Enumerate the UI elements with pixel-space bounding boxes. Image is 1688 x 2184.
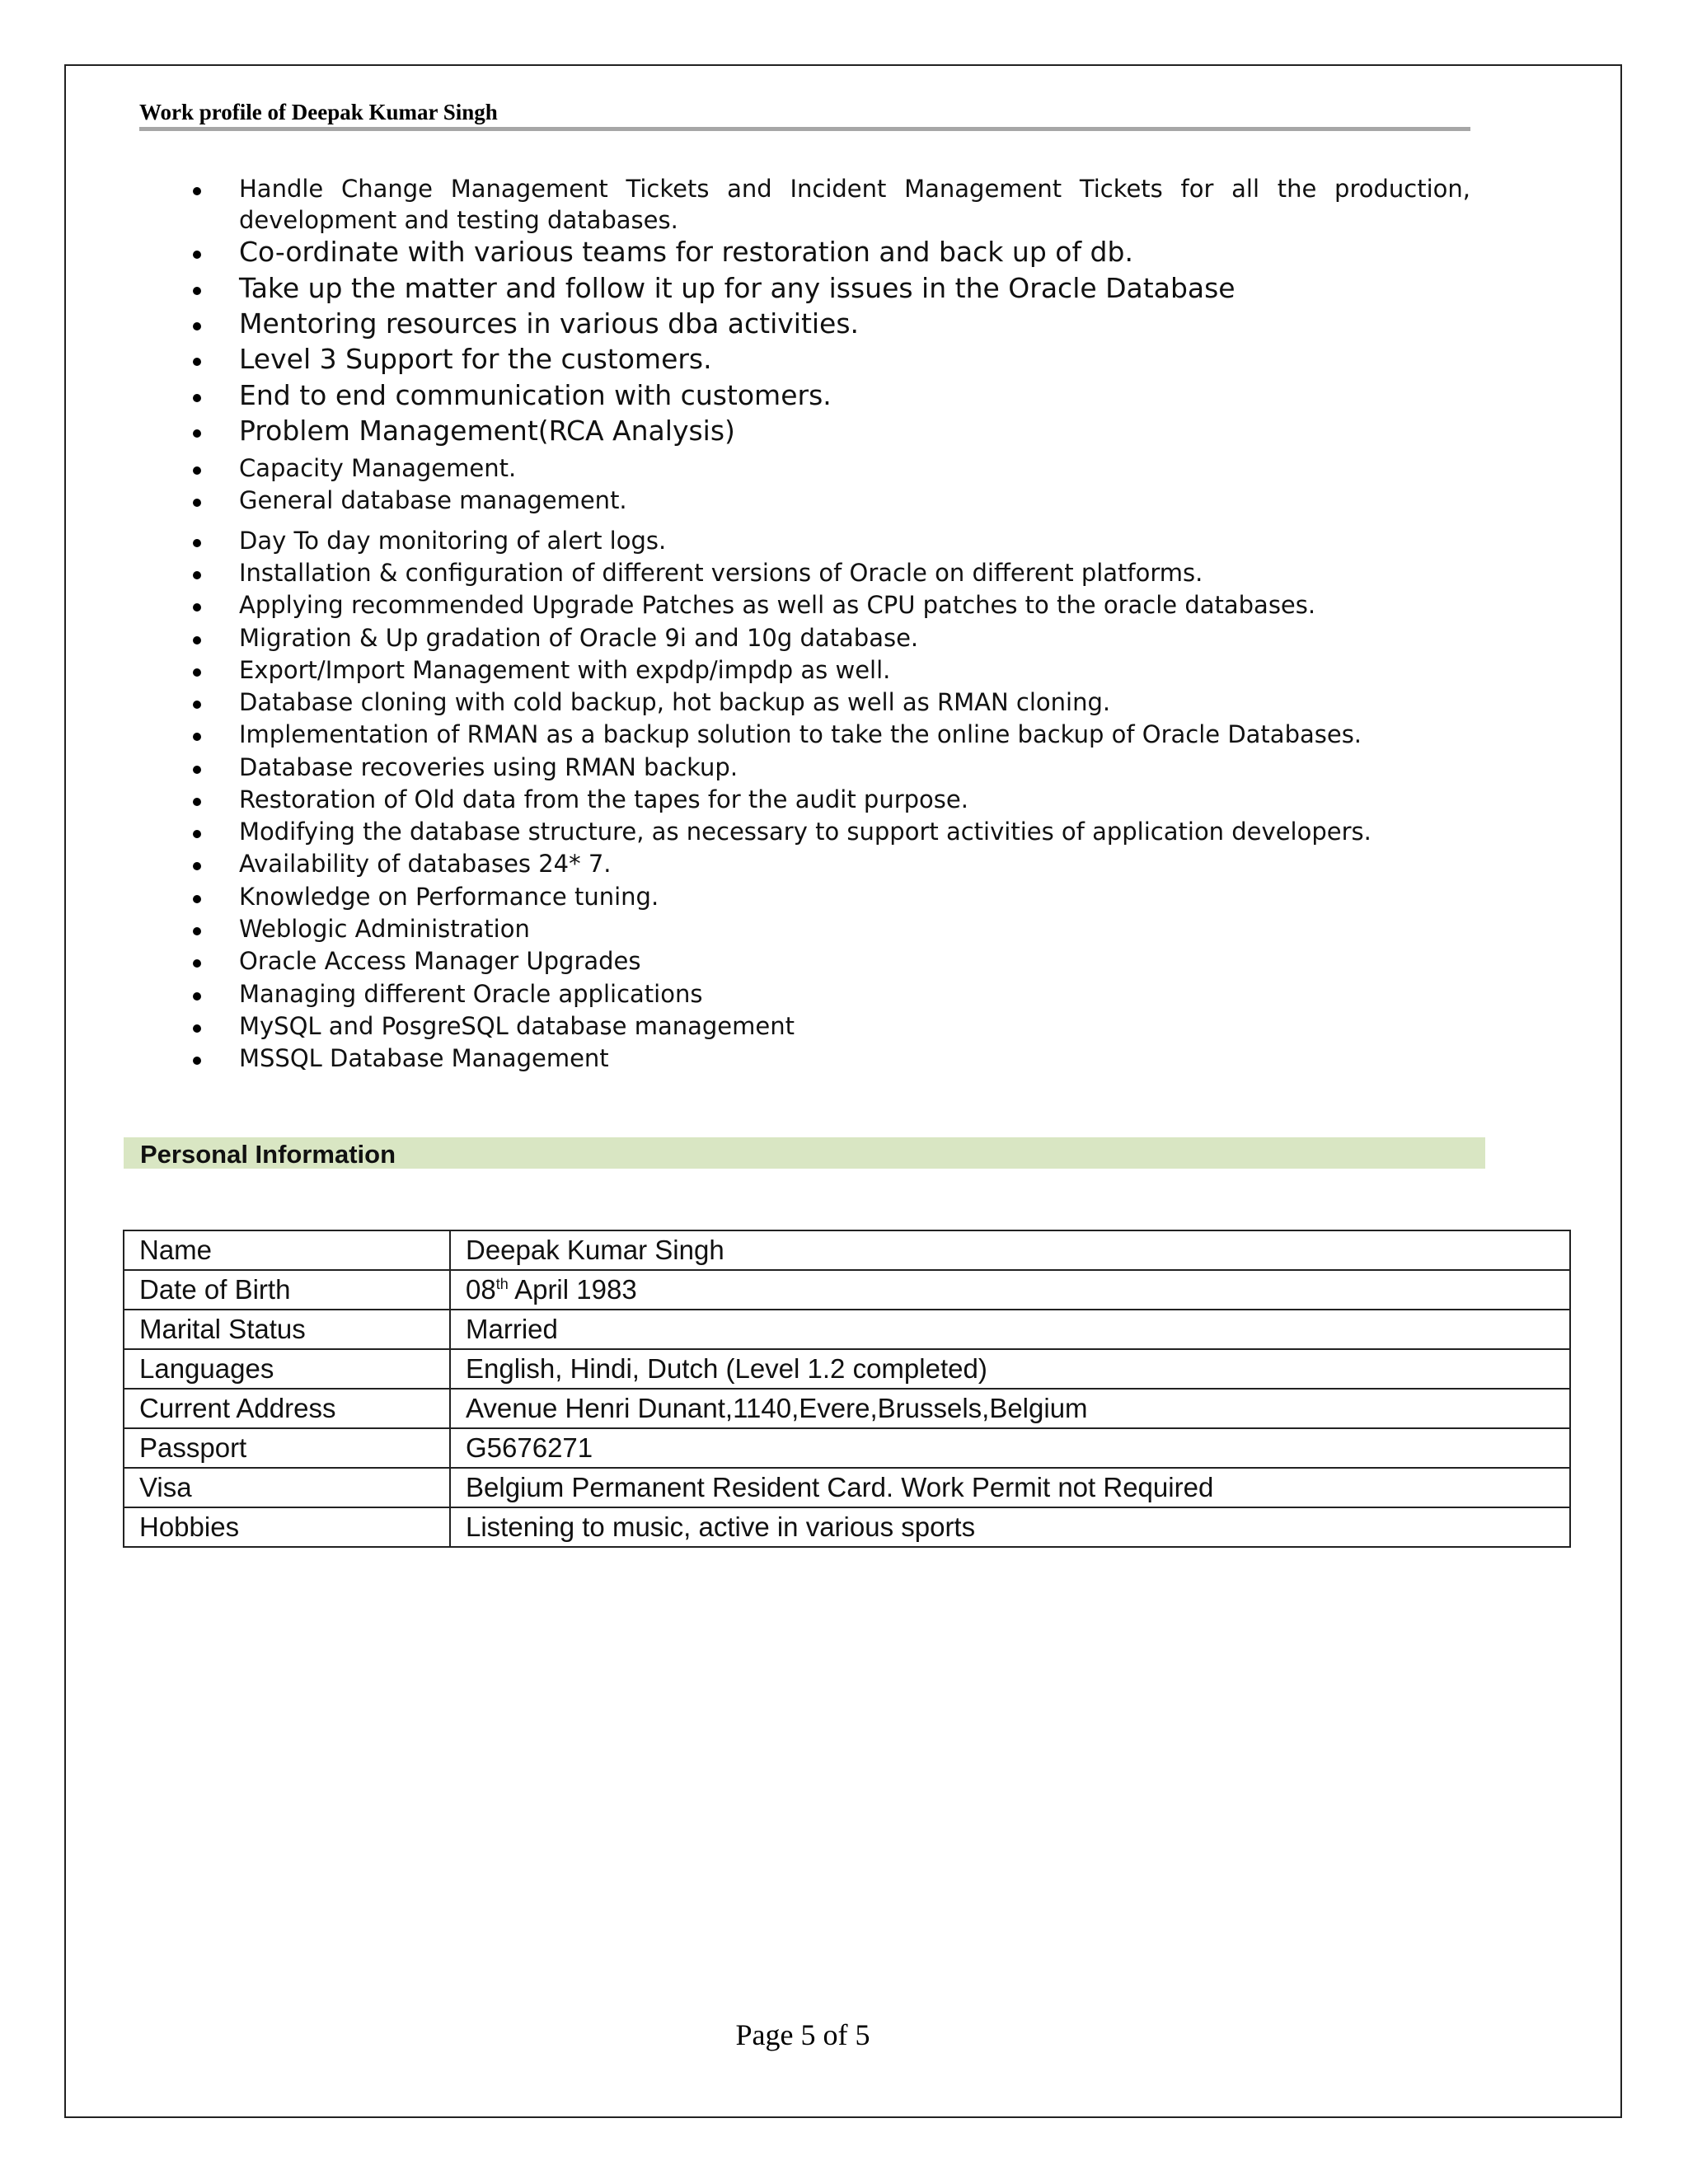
bullet-icon <box>193 1057 201 1065</box>
bullet-icon <box>193 895 201 903</box>
bullet-icon <box>193 394 201 402</box>
bullet-icon <box>193 499 201 507</box>
list-item-text: Knowledge on Performance tuning. <box>239 883 659 911</box>
bullet-icon <box>193 429 201 438</box>
list-item-text: Implementation of RMAN as a backup solution to take the online backup of Oracle Databases. <box>239 720 1362 748</box>
list-item-text: General database management. <box>239 486 627 514</box>
section-title: Personal Information <box>140 1140 396 1169</box>
table-row <box>124 1428 1570 1468</box>
bullet-icon <box>193 733 201 741</box>
bullet-icon <box>193 187 201 195</box>
list-item-text: Take up the matter and follow it up for any issues in the Oracle Database <box>239 272 1236 304</box>
row-label: Current Address <box>124 1389 450 1428</box>
header-divider <box>139 127 1470 131</box>
list-item-text-continued: development and testing databases. <box>239 206 678 234</box>
row-value: Belgium Permanent Resident Card. Work Permit not Required <box>450 1468 1570 1507</box>
list-item-text: Modifying the database structure, as necessary to support activities of application developers. <box>239 818 1372 846</box>
table-row <box>124 1349 1570 1389</box>
row-label: Marital Status <box>124 1310 450 1349</box>
personal-info-heading-bar <box>124 1137 1485 1169</box>
list-item-text: End to end communication with customers. <box>239 379 832 411</box>
row-value: Listening to music, active in various sports <box>450 1507 1570 1547</box>
bullet-icon <box>193 571 201 579</box>
row-value: Married <box>450 1310 1570 1349</box>
birth-month-year: April 1983 <box>508 1274 637 1305</box>
row-value: Avenue Henri Dunant,1140,Evere,Brussels,Belgium <box>450 1389 1570 1428</box>
ordinal-suffix: th <box>495 1276 509 1292</box>
table-row <box>124 1310 1570 1349</box>
row-label: Passport <box>124 1428 450 1468</box>
bullet-icon <box>193 766 201 774</box>
table-row <box>124 1468 1570 1507</box>
table-row <box>124 1389 1570 1428</box>
row-value: English, Hindi, Dutch (Level 1.2 completed) <box>450 1349 1570 1389</box>
list-item-text: Level 3 Support for the customers. <box>239 343 712 375</box>
bullet-icon <box>193 1024 201 1033</box>
list-item-text: Database recoveries using RMAN backup. <box>239 753 738 781</box>
bullet-icon <box>193 798 201 806</box>
list-item-text: Day To day monitoring of alert logs. <box>239 527 667 555</box>
bullet-icon <box>193 668 201 677</box>
bullet-icon <box>193 466 201 475</box>
table-row <box>124 1230 1570 1270</box>
bullet-icon <box>193 322 201 330</box>
bullet-icon <box>193 539 201 547</box>
bullet-icon <box>193 701 201 709</box>
row-label: Hobbies <box>124 1507 450 1547</box>
row-label: Languages <box>124 1349 450 1389</box>
list-item-text: Capacity Management. <box>239 454 517 482</box>
list-item-text: Applying recommended Upgrade Patches as well as CPU patches to the oracle databases. <box>239 591 1316 619</box>
table-row <box>124 1507 1570 1547</box>
list-item-text: Problem Management(RCA Analysis) <box>239 415 735 447</box>
bullet-icon <box>193 358 201 366</box>
page-header-title: Work profile of Deepak Kumar Singh <box>139 100 498 124</box>
list-item-text: Oracle Access Manager Upgrades <box>239 947 641 975</box>
bullet-icon <box>193 287 201 295</box>
list-item-text: Restoration of Old data from the tapes for the audit purpose. <box>239 785 968 813</box>
page-number: Page 5 of 5 <box>735 2018 870 2051</box>
row-label: Visa <box>124 1468 450 1507</box>
row-value <box>450 1270 1570 1310</box>
list-item-text: Export/Import Management with expdp/impdp as well. <box>239 656 891 684</box>
bullet-icon <box>193 927 201 935</box>
row-label: Date of Birth <box>124 1270 450 1310</box>
list-item-text: Database cloning with cold backup, hot backup as well as RMAN cloning. <box>239 688 1111 716</box>
list-item-text: Co-ordinate with various teams for restoration and back up of db. <box>239 236 1133 268</box>
list-item-text: MySQL and PosgreSQL database management <box>239 1012 795 1040</box>
personal-info-table <box>123 1230 1571 1548</box>
list-item-text: Weblogic Administration <box>239 915 530 943</box>
row-value: G5676271 <box>450 1428 1570 1468</box>
list-item-text: Handle Change Management Tickets and Incident Management Tickets for all the production, <box>239 175 1470 203</box>
table-row <box>124 1270 1570 1310</box>
list-item-text: Installation & configuration of different versions of Oracle on different platforms. <box>239 559 1203 587</box>
bullet-icon <box>193 830 201 838</box>
list-item-text: Migration & Up gradation of Oracle 9i and 10g database. <box>239 624 919 652</box>
bullet-icon <box>193 636 201 644</box>
list-item-text: Managing different Oracle applications <box>239 980 703 1008</box>
bullet-icon <box>193 992 201 1001</box>
birth-day: 08 <box>466 1274 496 1305</box>
list-item-text: MSSQL Database Management <box>239 1044 609 1072</box>
bullet-icon <box>193 862 201 870</box>
bullet-icon <box>193 959 201 968</box>
row-label: Name <box>124 1230 450 1270</box>
list-item-text: Availability of databases 24* 7. <box>239 850 612 878</box>
row-value: Deepak Kumar Singh <box>450 1230 1570 1270</box>
list-item-text: Mentoring resources in various dba activities. <box>239 307 860 340</box>
bullet-icon <box>193 251 201 259</box>
bullet-icon <box>193 603 201 612</box>
